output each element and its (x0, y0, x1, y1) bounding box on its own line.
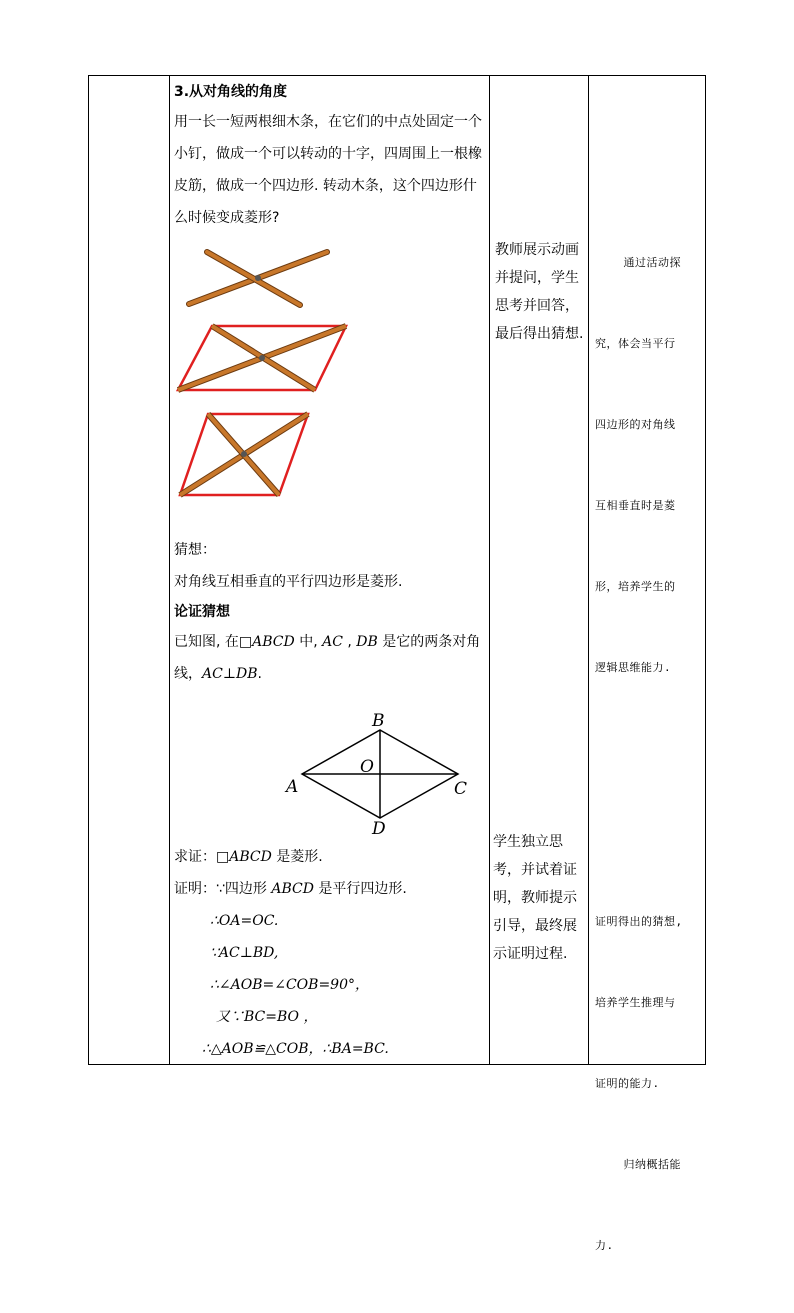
lesson-table (88, 75, 706, 1252)
prove-statement: 求证：□ABCD 是菱形. (174, 849, 323, 865)
intro-paragraph (174, 106, 489, 234)
label-b: B (372, 711, 385, 731)
activity-line: 明，教师提示 (493, 890, 577, 906)
proof-line: ∴∠AOB=∠COB=90°， (210, 977, 369, 993)
conjecture-text: 对角线互相垂直的平行四边形是菱形. (174, 574, 403, 590)
proof-line: ∴△AOB≌△COB，∴BA=BC. (202, 1041, 389, 1057)
intent-line: 归纳概括能 (595, 1158, 681, 1171)
given-line: 已知图, 在□ABCD 中, AC , DB 是它的两条对角 (174, 634, 481, 650)
proof-line: ∴OA=OC. (210, 913, 279, 929)
activity-line: 学生独立思 (493, 834, 563, 850)
intent-line: 形，培养学生的 (595, 580, 676, 593)
activity-line: 教师展示动画 (495, 242, 579, 258)
activity-line: 引导，最终展 (493, 918, 577, 934)
parallelogram-figure (178, 326, 346, 390)
rhombus-diagram (286, 708, 492, 839)
intent-line: 证明得出的猜想, (595, 915, 683, 928)
proof-heading: 论证猜想 (174, 604, 230, 620)
intent-line: 逻辑思维能力. (595, 661, 672, 674)
activity-line: 示证明过程. (493, 946, 568, 962)
intro-line: 小钉，做成一个可以转动的十字，四周围上一根橡 (174, 146, 482, 162)
intro-line: 皮筋，做成一个四边形. 转动木条，这个四边形什 (174, 178, 477, 194)
label-a: A (286, 777, 299, 797)
intro-line: 么时候变成菱形? (174, 210, 280, 226)
label-o: O (360, 757, 374, 777)
activity-line: 最后得出猜想. (495, 326, 584, 342)
activity-line: 考，并试着证 (493, 862, 577, 878)
column-divider (489, 76, 490, 1064)
activity-cell-2 (493, 828, 587, 968)
conjecture-label: 猜想： (174, 542, 216, 558)
intent-line: 培养学生推理与 (595, 996, 676, 1009)
content-cell (169, 76, 489, 1057)
section-title: 3.从对角线的角度 (174, 84, 288, 100)
conjecture-block (174, 534, 489, 690)
proof-line: 证明：∵四边形 ABCD 是平行四边形. (174, 881, 407, 897)
rhombus-figure (180, 414, 308, 495)
proof-line: 又∵BC=BO ， (216, 1009, 318, 1025)
activity-cell-1 (495, 236, 587, 348)
intro-line: 用一长一短两根细木条，在它们的中点处固定一个 (174, 114, 482, 130)
stick-illustrations (174, 244, 364, 504)
column-divider (588, 76, 589, 1064)
intent-line: 力. (595, 1239, 614, 1252)
intent-cell-1 (595, 195, 705, 735)
intent-cell-2 (595, 854, 705, 1313)
intent-line: 证明的能力. (595, 1077, 660, 1090)
label-d: D (372, 819, 386, 839)
activity-line: 并提问，学生 (495, 270, 579, 286)
activity-line: 思考并回答， (495, 298, 579, 314)
label-c: C (454, 779, 468, 799)
intent-line: 究，体会当平行 (595, 337, 676, 350)
intent-line: 通过活动探 (595, 256, 681, 269)
intent-line: 四边形的对角线 (595, 418, 676, 431)
given-line: 线，AC⊥DB. (174, 666, 262, 682)
proof-block (174, 841, 489, 1065)
proof-line: ∵AC⊥BD, (210, 945, 279, 961)
crossed-sticks-figure (189, 252, 327, 305)
intent-line: 互相垂直时是菱 (595, 499, 676, 512)
